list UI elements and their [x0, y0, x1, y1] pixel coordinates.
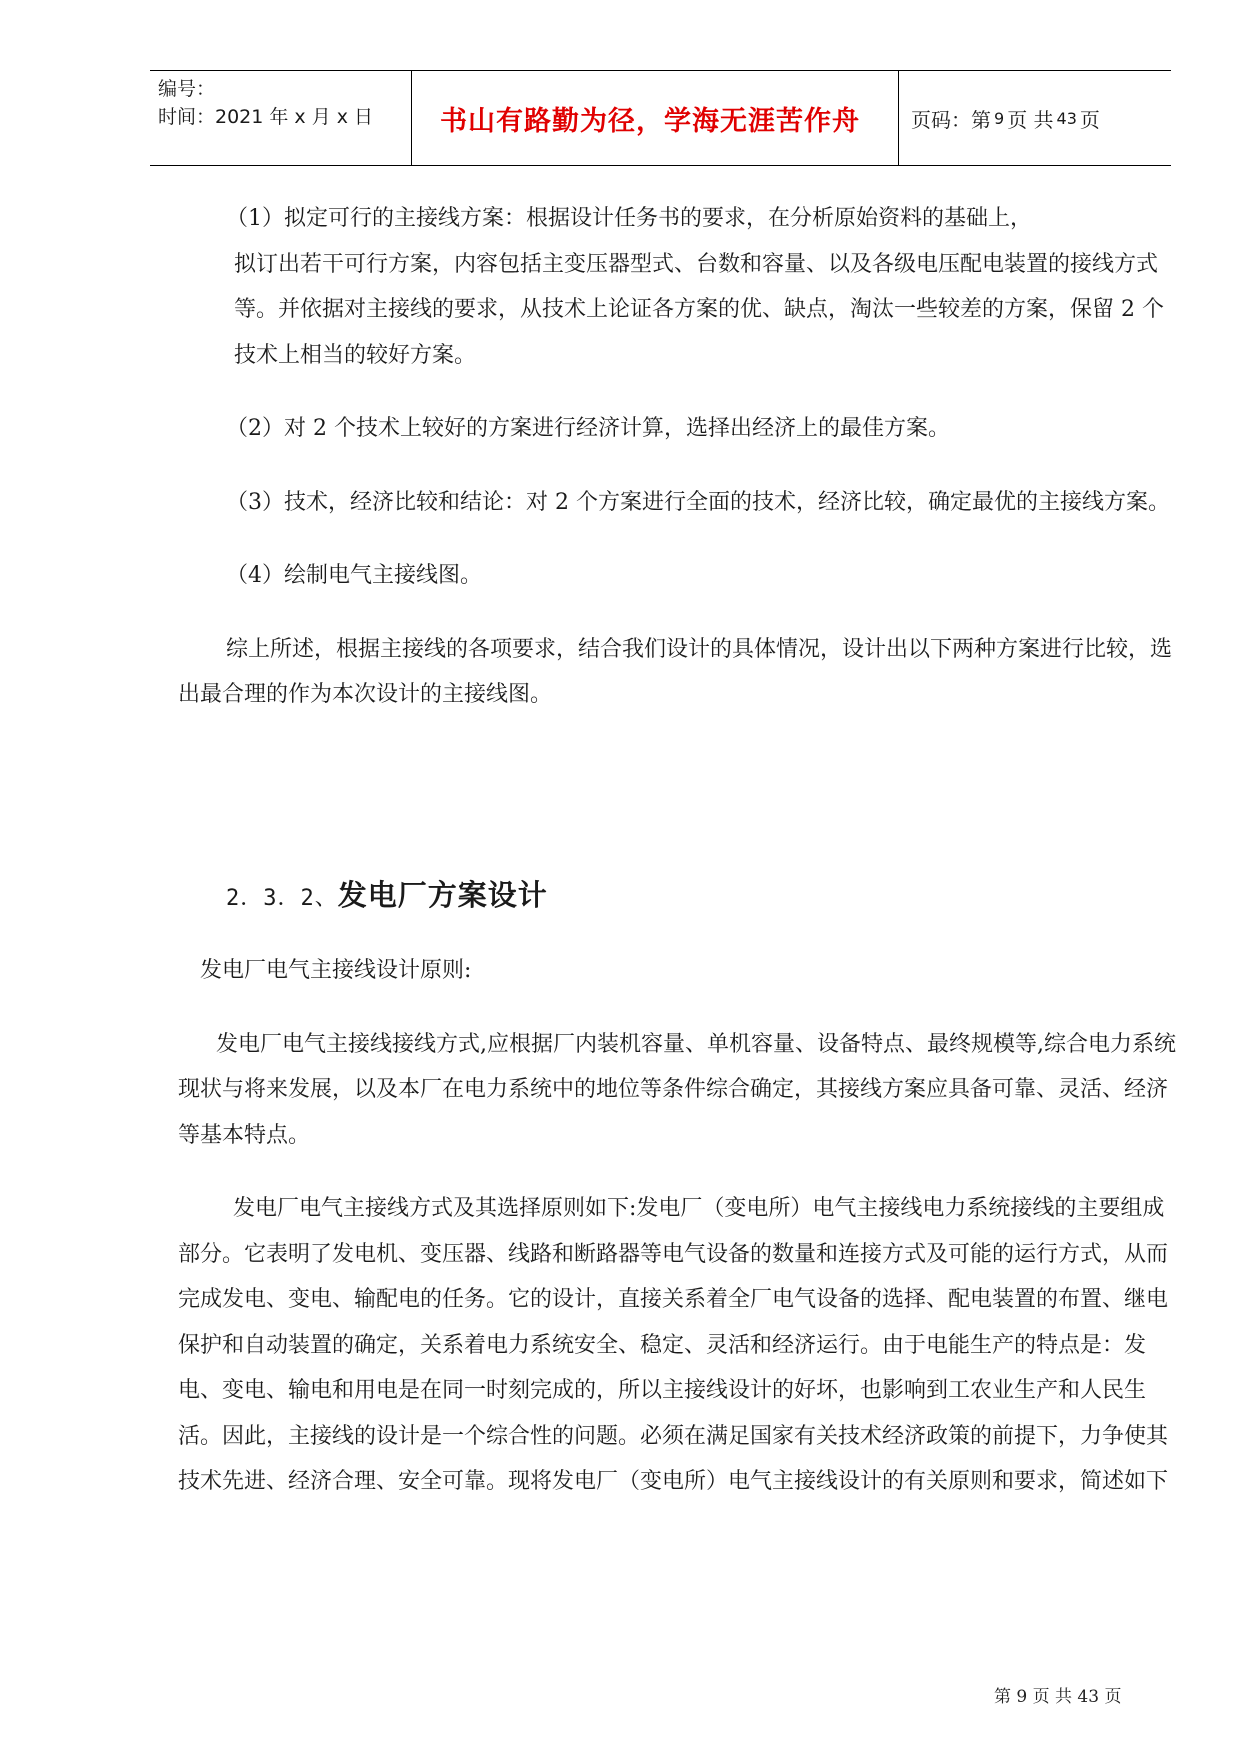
- page-footer: 第 9 页 共 43 页: [994, 1687, 1122, 1707]
- list-item-3: （3）技术，经济比较和结论：对 2 个方案进行全面的技术，经济比较，确定最优的主接线方案。: [226, 489, 1170, 515]
- summary-paragraph: 综上所述，根据主接线的各项要求，结合我们设计的具体情况，设计出以下两种方案进行比较，选出最合理的作为本次设计的主接线图。: [178, 636, 1173, 707]
- list-item-2: （2）对 2 个技术上较好的方案进行经济计算，选择出经济上的最佳方案。: [226, 416, 950, 441]
- principle-paragraph: 发电厂电气主接线接线方式,应根据厂内装机容量、单机容量、设备特点、最终规模等,综合电力系统现状与将来发展，以及本厂在电力系统中的地位等条件综合确定，其接线方案应具备可靠、灵活、经济等基本特点。: [178, 1031, 1176, 1148]
- list-item-1: [178, 196, 1178, 378]
- page-suffix: 页: [1079, 107, 1100, 132]
- page-number: 9: [994, 108, 1005, 128]
- list-item-4: （4）绘制电气主接线图。: [226, 563, 482, 588]
- code-label: 编号：: [158, 78, 216, 100]
- section-heading: [226, 873, 548, 914]
- item1-continuation: 拟订出若干可行方案，内容包括主变压器型式、台数和容量、以及各级电压配电装置的接线方式等。并依据对主接线的要求，从技术上论证各方案的优、缺点，淘汰一些较差的方案，保留 2 个技术上相当的较好方案。: [234, 251, 1164, 368]
- section-body: [178, 948, 1178, 1505]
- item1-first-line: （1）拟定可行的主接线方案：根据设计任务书的要求，在分析原始资料的基础上，: [226, 206, 1032, 231]
- header-motto: 书山有路勤为径，学海无涯苦作舟: [412, 71, 899, 165]
- document-body: [178, 196, 1178, 718]
- total-pages: 43: [1056, 108, 1077, 128]
- page-mid: 页 共: [1007, 107, 1054, 132]
- time-label: 时间：2021 年 x 月 x 日: [158, 106, 374, 128]
- header-page-info: [899, 71, 1171, 165]
- page-header: [150, 70, 1171, 166]
- selection-paragraph: 发电厂电气主接线方式及其选择原则如下:发电厂（变电所）电气主接线电力系统接线的主要组成部分。它表明了发电机、变压器、线路和断路器等电气设备的数量和连接方式及可能的运行方式，从而完成发电、变电、输配电的任务。它的设计，直接关系着全厂电气设备的选择、配电装置的布置、继电保护和自动装置的确定，关系着电力系统安全、稳定、灵活和经济运行。由于电能生产的特点是：发电、变电、输电和用电是在同一时刻完成的，所以主接线设计的好坏，也影响到工农业生产和人民生活。因此，主接线的设计是一个综合性的问题。必须在满足国家有关技术经济政策的前提下，力争使其技术先进、经济合理、安全可靠。现将发电厂（变电所）电气主接线设计的有关原则和要求，简述如下: [178, 1196, 1169, 1494]
- section-number: 2．3．2、: [226, 886, 338, 911]
- section-title: 发电厂方案设计: [337, 878, 548, 912]
- header-meta: [150, 71, 412, 165]
- page-prefix: 页码：第: [911, 107, 991, 132]
- principle-title: 发电厂电气主接线设计原则:: [200, 958, 472, 983]
